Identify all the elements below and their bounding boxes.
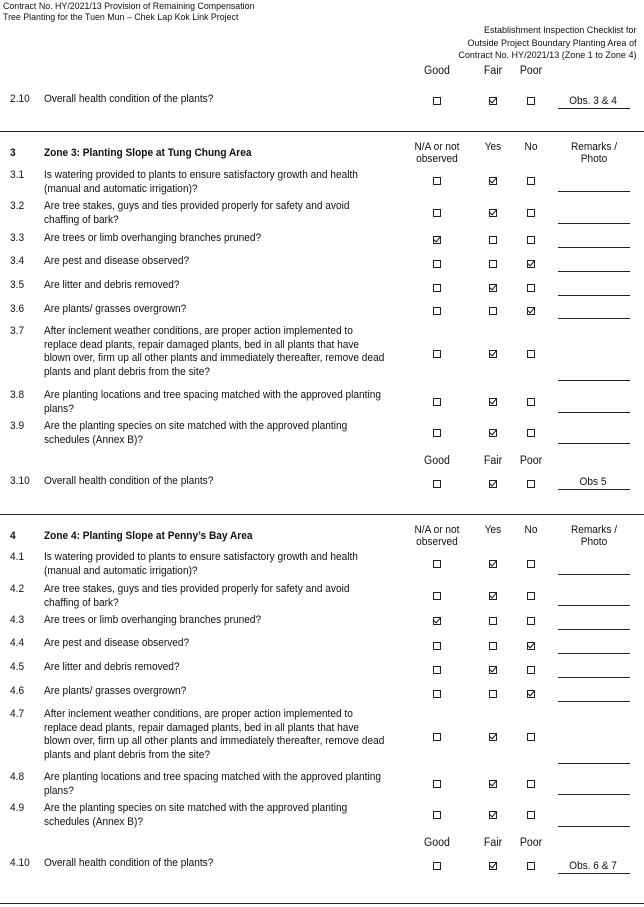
zone-4-rating-header-fair: Fair (483, 837, 503, 849)
item-4-4-remarks-line[interactable] (558, 653, 630, 654)
item-4-7-number: 4.7 (10, 708, 25, 720)
na-header-line-2: observed (416, 153, 458, 165)
item-4-6-remarks-line[interactable] (558, 701, 630, 702)
item-4-5-number: 4.5 (10, 661, 25, 673)
item-3-4-checkbox-2[interactable] (489, 260, 497, 268)
item-4-2-remarks-line[interactable] (558, 605, 630, 606)
item-3-7-question: After inclement weather conditions, are proper action implemented to replace dead plants, repair damaged plants, bed in all plants that have blown over, firm up all other plants and immediately thereafter, remove dead plants and plant debris from the site? (44, 325, 385, 378)
item-4-1-checkbox-1[interactable] (433, 560, 441, 568)
item-3-7-checkbox-1[interactable] (433, 350, 441, 358)
top-rating-header-fair: Fair (483, 65, 503, 77)
item-2-10-checkbox-1[interactable] (433, 97, 441, 105)
item-3-4-checkbox-3[interactable] (527, 260, 535, 268)
item-3-8-checkbox-3[interactable] (527, 398, 535, 406)
item-3-5-checkbox-3[interactable] (527, 284, 535, 292)
item-3-1-checkbox-1[interactable] (433, 177, 441, 185)
item-3-9-remarks-line[interactable] (558, 443, 630, 444)
zone-4-rating-header-poor: Poor (519, 837, 543, 849)
zone-4-number: 4 (10, 530, 16, 542)
item-4-5-checkbox-1[interactable] (433, 666, 441, 674)
item-4-4-checkbox-3[interactable] (527, 642, 535, 650)
item-4-7-remarks-line[interactable] (558, 763, 630, 764)
item-4-10-remark: Obs. 6 & 7 (569, 860, 617, 872)
item-2-10-number: 2.10 (10, 93, 30, 105)
item-4-10-remarks-line[interactable] (558, 873, 630, 874)
item-4-8-remarks-line[interactable] (558, 794, 630, 795)
top-rating-header-poor: Poor (519, 65, 543, 77)
item-2-10-question: Overall health condition of the plants? (44, 93, 214, 105)
item-4-6-checkbox-3[interactable] (527, 690, 535, 698)
item-4-6-checkbox-1[interactable] (433, 690, 441, 698)
document-header-left (3, 1, 254, 23)
item-3-3-number: 3.3 (10, 232, 25, 244)
zone-4-header-na (409, 524, 464, 548)
item-2-10-remark: Obs. 3 & 4 (569, 95, 617, 107)
item-2-10-remarks-line[interactable] (558, 108, 630, 109)
item-4-8-checkbox-3[interactable] (527, 780, 535, 788)
item-4-6-checkbox-2[interactable] (489, 690, 497, 698)
item-4-9-remarks-line[interactable] (558, 826, 630, 827)
item-3-9-checkbox-1[interactable] (433, 429, 441, 437)
item-4-3-remarks-line[interactable] (558, 629, 630, 630)
item-4-10-checkbox-2[interactable] (489, 862, 497, 870)
item-3-3-checkbox-2[interactable] (489, 236, 497, 244)
zone-3-header-no: No (524, 141, 538, 153)
item-2-10-checkbox-3[interactable] (527, 97, 535, 105)
item-4-5-question: Are litter and debris removed? (44, 661, 180, 673)
item-3-7-remarks-line[interactable] (558, 380, 630, 381)
item-4-1-checkbox-2[interactable] (489, 560, 497, 568)
zone-4-rating-header-good: Good (424, 837, 450, 849)
item-4-8-question: Are planting locations and tree spacing matched with the approved planting plans? (44, 771, 381, 797)
zone-3-number: 3 (10, 147, 16, 159)
zone-3-rating-header-fair: Fair (483, 455, 503, 467)
top-rating-header-good: Good (424, 65, 450, 77)
item-3-3-remarks-line[interactable] (558, 247, 630, 248)
item-3-10-checkbox-1[interactable] (433, 480, 441, 488)
item-3-6-remarks-line[interactable] (558, 318, 630, 319)
item-3-10-checkbox-3[interactable] (527, 480, 535, 488)
item-3-6-checkbox-3[interactable] (527, 307, 535, 315)
item-3-2-question: Are tree stakes, guys and ties provided properly for safety and avoid chaffing of bark? (44, 200, 350, 226)
remarks-header-line-2: Photo (580, 536, 608, 548)
item-4-3-checkbox-3[interactable] (527, 617, 535, 625)
item-3-9-checkbox-2[interactable] (489, 429, 497, 437)
item-3-6-checkbox-1[interactable] (433, 307, 441, 315)
zone-3-divider (0, 514, 644, 515)
item-4-2-checkbox-2[interactable] (489, 592, 497, 600)
item-4-1-remarks-line[interactable] (558, 574, 630, 575)
zone-4-title: Zone 4: Planting Slope at Penny’s Bay Area (44, 530, 253, 542)
zone-3-rating-header-poor: Poor (519, 455, 543, 467)
item-3-8-checkbox-1[interactable] (433, 398, 441, 406)
item-3-3-question: Are trees or limb overhanging branches pruned? (44, 232, 262, 244)
item-4-2-number: 4.2 (10, 583, 25, 595)
zone-3-rating-header-good: Good (424, 455, 450, 467)
item-3-9-number: 3.9 (10, 420, 25, 432)
item-4-9-checkbox-2[interactable] (489, 811, 497, 819)
na-header-line-1: N/A or not (414, 524, 460, 536)
item-4-10-checkbox-1[interactable] (433, 862, 441, 870)
item-3-5-number: 3.5 (10, 279, 25, 291)
item-3-5-checkbox-1[interactable] (433, 284, 441, 292)
item-3-7-checkbox-3[interactable] (527, 350, 535, 358)
item-3-5-question: Are litter and debris removed? (44, 279, 180, 291)
item-3-1-checkbox-3[interactable] (527, 177, 535, 185)
item-4-9-checkbox-1[interactable] (433, 811, 441, 819)
item-3-2-checkbox-3[interactable] (527, 209, 535, 217)
item-3-9-checkbox-3[interactable] (527, 429, 535, 437)
checklist-title-line-3: Contract No. HY/2021/13 (Zone 1 to Zone 4) (457, 50, 636, 61)
project-title: Tree Planting for the Tuen Mun – Chek Lap Kok Link Project (3, 12, 239, 23)
checklist-title-line-1: Establishment Inspection Checklist for (483, 25, 636, 36)
item-4-3-checkbox-2[interactable] (489, 617, 497, 625)
remarks-header-line-1: Remarks / (570, 141, 618, 153)
item-3-1-checkbox-2[interactable] (489, 177, 497, 185)
item-3-8-checkbox-2[interactable] (489, 398, 497, 406)
item-3-8-number: 3.8 (10, 389, 25, 401)
na-header-line-1: N/A or not (414, 141, 460, 153)
item-3-5-remarks-line[interactable] (558, 295, 630, 296)
zone-4-header-remarks (555, 524, 632, 548)
item-3-4-question: Are pest and disease observed? (44, 255, 190, 267)
item-3-4-number: 3.4 (10, 255, 25, 267)
item-3-10-remark: Obs 5 (579, 476, 607, 488)
item-4-9-question: Are the planting species on site matched with the approved planting schedules (Annex B)? (44, 802, 348, 828)
item-3-6-checkbox-2[interactable] (489, 307, 497, 315)
item-3-7-number: 3.7 (10, 325, 25, 337)
item-3-5-checkbox-2[interactable] (489, 284, 497, 292)
item-3-10-checkbox-2[interactable] (489, 480, 497, 488)
item-4-6-number: 4.6 (10, 685, 25, 697)
item-4-3-checkbox-1[interactable] (433, 617, 441, 625)
item-4-9-checkbox-3[interactable] (527, 811, 535, 819)
item-4-5-checkbox-2[interactable] (489, 666, 497, 674)
item-4-8-checkbox-1[interactable] (433, 780, 441, 788)
item-4-7-checkbox-2[interactable] (489, 733, 497, 741)
item-3-7-checkbox-2[interactable] (489, 350, 497, 358)
item-3-2-checkbox-2[interactable] (489, 209, 497, 217)
item-4-8-checkbox-2[interactable] (489, 780, 497, 788)
item-4-2-checkbox-1[interactable] (433, 592, 441, 600)
item-4-7-checkbox-3[interactable] (527, 733, 535, 741)
item-4-10-question: Overall health condition of the plants? (44, 857, 214, 869)
item-4-1-question: Is watering provided to plants to ensure satisfactory growth and health (manual and automatic irrigation)? (44, 551, 358, 577)
item-4-10-number: 4.10 (10, 857, 30, 869)
checklist-title-line-2: Outside Project Boundary Planting Area of (466, 37, 636, 49)
zone-3-header-remarks (555, 141, 632, 165)
item-4-2-checkbox-3[interactable] (527, 592, 535, 600)
item-3-3-checkbox-3[interactable] (527, 236, 535, 244)
item-4-7-question: After inclement weather conditions, are proper action implemented to replace dead plants, repair damaged plants, bed in all plants that have blown over, firm up all other plants and immediately thereafter, remove dead plants and plant debris from the site? (44, 708, 385, 761)
zone-4-header-no: No (524, 524, 538, 536)
item-3-4-checkbox-1[interactable] (433, 260, 441, 268)
item-3-2-remarks-line[interactable] (558, 223, 630, 224)
item-4-1-number: 4.1 (10, 551, 25, 563)
item-3-8-question: Are planting locations and tree spacing matched with the approved planting plans? (44, 389, 381, 415)
item-3-2-checkbox-1[interactable] (433, 209, 441, 217)
item-3-8-remarks-line[interactable] (558, 412, 630, 413)
remarks-header-line-2: Photo (580, 153, 608, 165)
item-4-8-number: 4.8 (10, 771, 25, 783)
item-4-4-question: Are pest and disease observed? (44, 637, 190, 649)
item-3-10-question: Overall health condition of the plants? (44, 475, 214, 487)
zone-3-header-na (409, 141, 464, 165)
item-2-10-checkbox-2[interactable] (489, 97, 497, 105)
item-4-4-checkbox-1[interactable] (433, 642, 441, 650)
item-4-9-number: 4.9 (10, 802, 25, 814)
item-3-4-remarks-line[interactable] (558, 271, 630, 272)
remarks-header-line-1: Remarks / (570, 524, 618, 536)
contract-title: Contract No. HY/2021/13 Provision of Remaining Compensation (3, 1, 255, 12)
item-3-1-question: Is watering provided to plants to ensure satisfactory growth and health (manual and automatic irrigation)? (44, 169, 358, 195)
item-3-3-checkbox-1[interactable] (433, 236, 441, 244)
item-3-10-remarks-line[interactable] (558, 489, 630, 490)
zone-3-title: Zone 3: Planting Slope at Tung Chung Area (44, 147, 252, 159)
item-3-6-number: 3.6 (10, 303, 25, 315)
document-header-right (458, 25, 636, 63)
item-4-3-question: Are trees or limb overhanging branches pruned? (44, 614, 262, 626)
item-4-3-number: 4.3 (10, 614, 25, 626)
item-4-1-checkbox-3[interactable] (527, 560, 535, 568)
item-4-2-question: Are tree stakes, guys and ties provided properly for safety and avoid chaffing of bark? (44, 583, 350, 609)
item-4-7-checkbox-1[interactable] (433, 733, 441, 741)
zone-4-divider (0, 903, 644, 904)
item-3-10-number: 3.10 (10, 475, 30, 487)
zone-4-header-yes: Yes (484, 524, 502, 536)
item-4-5-remarks-line[interactable] (558, 677, 630, 678)
item-4-6-question: Are plants/ grasses overgrown? (44, 685, 187, 697)
item-4-4-checkbox-2[interactable] (489, 642, 497, 650)
item-4-4-number: 4.4 (10, 637, 25, 649)
item-4-5-checkbox-3[interactable] (527, 666, 535, 674)
item-3-1-remarks-line[interactable] (558, 191, 630, 192)
item-3-1-number: 3.1 (10, 169, 25, 181)
na-header-line-2: observed (416, 536, 458, 548)
item-3-6-question: Are plants/ grasses overgrown? (44, 303, 187, 315)
item-3-2-number: 3.2 (10, 200, 25, 212)
item-3-9-question: Are the planting species on site matched with the approved planting schedules (Annex B)? (44, 420, 348, 446)
item-4-10-checkbox-3[interactable] (527, 862, 535, 870)
zone-3-header-yes: Yes (484, 141, 502, 153)
section-divider (0, 131, 644, 132)
